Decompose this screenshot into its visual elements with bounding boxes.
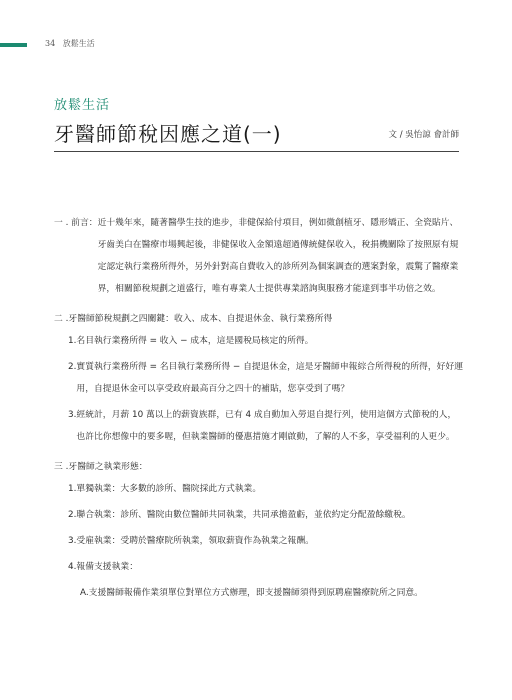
list-item — [68, 356, 464, 400]
section-practice-types — [54, 456, 464, 604]
item-marker: 3. — [68, 410, 77, 420]
sub-list-item — [80, 582, 464, 604]
byline: 文 / 吳怡諒 會計師 — [388, 130, 459, 140]
list-item — [68, 330, 464, 352]
title-divider — [54, 151, 459, 152]
article-title: 牙醫師節稅因應之道(一) — [54, 122, 282, 146]
section-text: 近十幾年來，隨著醫學生技的進步，非健保給付項目，例如微創植牙、隱形矯正、全瓷貼片、牙齒美白在醫療市場興起後，非健保收入金額遠超過傳統健保收入，稅捐機關除了按照原有規定認定執行業務所得外，另外針對高自費收入的診所列為個案調查的選案對象，震驚了醫療業界，相關節稅規劃之道盛行，唯有專業人士提供專業諮詢與服務才能達到事半功倍之效。 — [97, 218, 459, 294]
section-marker: 一 . 前言： — [54, 218, 98, 228]
section-marker: 二 . — [54, 314, 69, 324]
list-item — [68, 478, 464, 500]
item-text: 經統計，月薪 10 萬以上的薪資族群，已有 4 成自動加入勞退自提行列，使用這個方式節稅的人，也許比你想像中的要多喔，但執業醫師的優惠措施才剛啟動，了解的人不多，享受福利的人更少。 — [76, 410, 457, 442]
item-marker: 1. — [68, 484, 77, 494]
list-item — [68, 556, 464, 578]
section-heading: 牙醫師之執業形態： — [68, 462, 148, 472]
item-marker: A. — [80, 588, 89, 598]
item-marker: 3. — [68, 536, 77, 546]
section-four-keys — [54, 308, 464, 448]
running-header — [45, 38, 95, 49]
item-text: 聯合執業：診所、醫院由數位醫師共同執業，共同承擔盈虧，並依約定分配盈餘繳稅。 — [76, 510, 411, 520]
item-text: 單獨執業：大多數的診所、醫院採此方式執業。 — [76, 484, 262, 494]
item-marker: 2. — [68, 510, 77, 520]
item-text: 支援醫師報備作業須單位對單位方式辦理，即支援醫師須得到原聘雇醫療院所之同意。 — [88, 588, 423, 598]
item-text: 實質執行業務所得 = 名目執行業務所得 − 自提退休金，這是牙醫師申報綜合所得稅的所得，好好運用，自提退休金可以享受政府最高百分之四十的補貼，您享受到了嗎？ — [76, 362, 464, 394]
section-heading: 牙醫師節稅規劃之四關鍵：收入、成本、自提退休金、執行業務所得 — [68, 314, 333, 324]
header-accent-bar — [0, 43, 27, 47]
list-item — [68, 404, 464, 448]
list-item — [68, 504, 464, 526]
list-item — [68, 530, 464, 552]
section-intro — [54, 212, 464, 300]
running-header-section: 放鬆生活 — [62, 39, 95, 48]
item-text: 報備支援執業： — [76, 562, 138, 572]
item-marker: 1. — [68, 336, 77, 346]
section-marker: 三 . — [54, 462, 69, 472]
item-marker: 2. — [68, 362, 77, 372]
page-number: 34 — [45, 39, 56, 48]
article-body — [54, 212, 464, 612]
item-text: 受雇執業：受聘於醫療院所執業，領取薪資作為執業之報酬。 — [76, 536, 314, 546]
item-marker: 4. — [68, 562, 77, 572]
section-tag: 放鬆生活 — [54, 98, 111, 113]
item-text: 名目執行業務所得 = 收入 − 成本，這是國稅局核定的所得。 — [76, 336, 314, 346]
